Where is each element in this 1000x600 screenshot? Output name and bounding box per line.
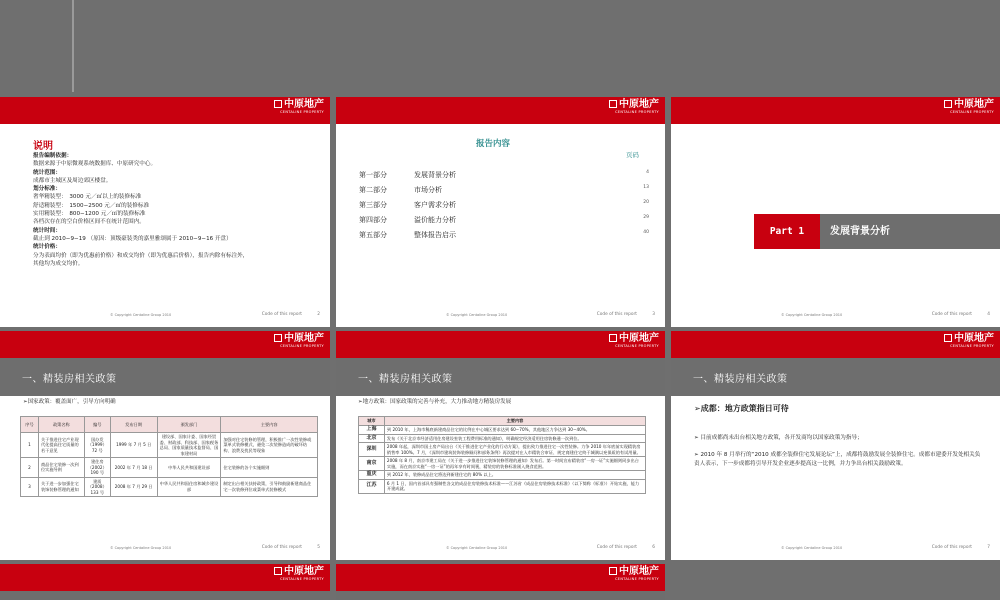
explain-line: 舒适精装型： 1500−2500 元／㎡的装修标准: [33, 202, 150, 209]
policy-table: [20, 416, 318, 497]
table-cell: 2008 年 8 月，南京市建工局在《关于进一步推进住宅装饰装修管理的通知》发布后。第一时间宣布精装房“一房一证”实施细则同步出台实施，而在南京实施“一房一证”的再年享有时间裹，精装房的装修标准刚入烧食范围。: [384, 457, 645, 471]
explain-line: 统计时间：: [33, 227, 61, 234]
chengdu-paragraph: ➢ 目前成都尚未出台相关地方政策，各开发商均以国家政策为指导；: [694, 435, 863, 441]
toc-name: 市场分析: [414, 186, 442, 194]
explain-line: 实用精装型： 800−1200 元／㎡的装修标准: [33, 211, 146, 218]
table-cell: 发布《关于北京市经济适用住房建设室装工程费用标准的通知》，明确规定经济适用住房装修通一次到位。: [384, 434, 645, 443]
footer-copyright: © Copyright Centaline Group 2010: [781, 546, 843, 550]
slide-subtitle: ➢地方政策：国家政策的完善与补充，大力推动地方精装房发展: [358, 399, 512, 405]
footer-code: Code of this report: [596, 312, 637, 317]
logo-square-icon: [609, 100, 617, 108]
explain-line: 统计范围：: [33, 169, 61, 176]
page-number: 4: [987, 312, 990, 317]
chengdu-paragraph: ➢ 2010 年 8 月举行的“2010 成都全装修住宅发展论坛”上，成都将鼓励发展全装修住宅。成都市建委开发处相关负责人表示，下一步成都将引导开发企业逐步提高这一比例，并力争出台相关鼓励政策。: [694, 452, 981, 467]
chengdu-body: [694, 434, 984, 477]
toc-item[interactable]: [359, 215, 649, 230]
table-cell: 建住房（2002）190 号: [84, 458, 110, 478]
table-cell: 国办发（1999）72 号: [84, 433, 110, 458]
table-cell: 深圳: [359, 443, 385, 457]
toc-page: 40: [643, 230, 649, 235]
table-cell: 2008 年 7 月 29 日: [110, 477, 157, 497]
table-header-cell: 发布日期: [110, 417, 157, 433]
table-cell: 2: [21, 458, 39, 478]
table-cell: 上海: [359, 426, 385, 435]
explain-line: 各档次存在的空白价格区间不在统计范围内。: [33, 219, 145, 226]
slide-header: [336, 564, 665, 591]
explain-line: 截止到 2010−9−19 （原因：顶级豪装类的嘉里雅颂属于 2010−9−16 开盘）: [33, 235, 232, 242]
company-logo: 中原地产 CENTALINE PROPERTY: [274, 334, 324, 349]
company-logo: 中原地产 CENTALINE PROPERTY: [609, 567, 659, 582]
explain-line: 数据来源于中原微观系统数据库、中原研究中心。: [33, 161, 157, 168]
table-row: [359, 457, 646, 471]
explain-title: 说明: [33, 141, 53, 152]
table-cell: 北京: [359, 434, 385, 443]
toc-name: 客户需求分析: [414, 201, 456, 209]
toc-title: 报告内容: [476, 139, 511, 149]
table-cell: 加强对住宅装修的管理，积极推广一次性装修或菜单式装修模式，避免二次装修造成的破坏结构、浪费及扰民等现象: [221, 433, 318, 458]
toc-page: 13: [643, 185, 649, 190]
footer-code: Code of this report: [596, 545, 637, 550]
section-band: 一、精装房相关政策: [336, 358, 665, 396]
page-number: 7: [987, 545, 990, 550]
table-header-cell: 序号: [21, 417, 39, 433]
toc-name: 整体报告启示: [414, 231, 456, 239]
explain-line: 统计价格：: [33, 244, 61, 251]
slide-subtitle: ➢国家政策：覆盖面广，引导方向明确: [23, 399, 116, 405]
company-logo: 中原地产 CENTALINE PROPERTY: [274, 567, 324, 582]
partial-slide-bottom-2: [336, 564, 665, 600]
footer-copyright: © Copyright Centaline Group 2010: [446, 546, 508, 550]
policy-table: [358, 416, 646, 494]
toc-item[interactable]: [359, 185, 649, 200]
table-header-row: [21, 417, 318, 433]
slide-policy-national[interactable]: [0, 331, 330, 560]
toc-item[interactable]: [359, 170, 649, 185]
slide-toc[interactable]: [336, 97, 665, 327]
chengdu-heading: ➢成都：地方政策指日可待: [694, 404, 789, 413]
toc-list: [359, 170, 649, 245]
slide-policy-chengdu[interactable]: [671, 331, 1000, 560]
explain-line: 奢华精装型： 3000 元／㎡以上的装修标准: [33, 194, 142, 201]
table-cell: 1: [21, 433, 39, 458]
table-cell: 2002 年 7 月 18 日: [110, 458, 157, 478]
table-header-cell: 颁发部门: [157, 417, 221, 433]
part-banner: [754, 214, 1000, 249]
footer-copyright: © Copyright Centaline Group 2010: [110, 313, 172, 317]
table-cell: 南京: [359, 457, 385, 471]
slide-header: [0, 564, 330, 591]
explain-line: 其他均为成交均价。: [33, 260, 84, 267]
table-cell: 1999 年 7 月 5 日: [110, 433, 157, 458]
part-title: 发展背景分析: [830, 226, 890, 237]
company-logo: 中原地产 CENTALINE PROPERTY: [609, 100, 659, 115]
table-cell: 住宅装修的各个实施细则: [221, 458, 318, 478]
company-logo: 中原地产 CENTALINE PROPERTY: [609, 334, 659, 349]
table-header-cell: 城市: [359, 417, 385, 426]
footer-code: Code of this report: [261, 545, 302, 550]
table-row: [359, 443, 646, 457]
toc-page-label: 页码: [626, 151, 639, 159]
part-number-box: Part 1: [754, 214, 820, 249]
explain-line: 划分标准：: [33, 186, 61, 193]
toc-item[interactable]: [359, 230, 649, 245]
page-number: 5: [317, 545, 320, 550]
toc-item[interactable]: [359, 200, 649, 215]
table-cell: 3: [21, 477, 39, 497]
toc-name: 溢价能力分析: [414, 216, 456, 224]
page-number: 3: [652, 312, 655, 317]
footer-copyright: © Copyright Centaline Group 2010: [110, 546, 172, 550]
table-cell: 中华人民共和国建设部: [157, 458, 221, 478]
logo-square-icon: [274, 334, 282, 342]
company-logo: 中原地产 CENTALINE PROPERTY: [944, 334, 994, 349]
explain-line: 报告编制依据：: [33, 153, 73, 159]
table-header-cell: 主要内容: [221, 417, 318, 433]
slide-policy-local[interactable]: [336, 331, 665, 560]
table-row: [359, 479, 646, 493]
table-cell: 关于进一步加强住宅装饰装修管理的通知: [38, 477, 84, 497]
section-band: 一、精装房相关政策: [0, 358, 330, 396]
toc-part: 第四部分: [359, 216, 387, 224]
table-cell: 关于推进住宅产业现代化提高住宅质量的若干意见: [38, 433, 84, 458]
logo-square-icon: [274, 567, 282, 575]
toc-page: 29: [643, 215, 649, 220]
table-cell: 建质（2008）133 号: [84, 477, 110, 497]
slide-divider: [72, 0, 74, 92]
explain-body: [33, 152, 318, 268]
toc-name: 发展背景分析: [414, 171, 456, 179]
section-band: 一、精装房相关政策: [671, 358, 1000, 396]
explain-line: 成都市主城区及周边郊区楼盘。: [33, 177, 112, 184]
table-row: [359, 426, 646, 435]
slide-header: [0, 97, 330, 124]
table-cell: 到 2012 年，装修成品住宅将达到新建住宅的 80% 以上。: [384, 471, 645, 480]
toc-page: 4: [646, 170, 649, 175]
toc-part: 第一部分: [359, 171, 387, 179]
toc-page: 20: [643, 200, 649, 205]
slide-part1[interactable]: [671, 97, 1000, 327]
footer-code: Code of this report: [931, 545, 972, 550]
partial-slide-bottom-1: [0, 564, 330, 600]
footer-copyright: © Copyright Centaline Group 2010: [446, 313, 508, 317]
table-header-cell: 主要内容: [384, 417, 645, 426]
logo-square-icon: [609, 334, 617, 342]
table-cell: 6 月 1 日，国内首部具有强制性各文的成品住房装修技术标准——江苏省《成品住房装修技术标准》（以下简称《标准》）开始实施，能力开建成就。: [384, 479, 645, 493]
logo-square-icon: [274, 100, 282, 108]
table-row: [359, 434, 646, 443]
table-header-cell: 编号: [84, 417, 110, 433]
company-logo: 中原地产 CENTALINE PROPERTY: [274, 100, 324, 115]
table-cell: 重庆: [359, 471, 385, 480]
table-cell: 中华人民共和国住房和城乡建设部: [157, 477, 221, 497]
slide-header: [671, 97, 1000, 124]
table-cell: 商品住宅装修一次到位实施导则: [38, 458, 84, 478]
toc-part: 第五部分: [359, 231, 387, 239]
slide-header: [0, 331, 330, 358]
slide-explanation[interactable]: [0, 97, 330, 327]
table-cell: 制定出台相关扶持政策，引导和鼓励新建商品住宅一次装修到位或菜单式装修模式: [221, 477, 318, 497]
table-cell: 到 2010 年，上海市稀底新建商品住宅的比例在中心城区要求达到 60−70%，其他地区力争达到 30−40%。: [384, 426, 645, 435]
page-number: 6: [652, 545, 655, 550]
table-cell: 2008 年起，深圳市国土房产局出台《关于推进住宅产业化的行动方案》，提出致力推进住宅一次性装修。力争 2010 年年底前实现精装房销售率 100%。7 月，《深圳市建筑装饰装修顾问和部务条例》再次提对在入市精装合审证、规定商建住宅终于城满以充保质的有试用量。: [384, 443, 645, 457]
company-logo: 中原地产 CENTALINE PROPERTY: [944, 100, 994, 115]
partial-slide-top-left: [0, 0, 72, 92]
table-header-cell: 政策名称: [38, 417, 84, 433]
table-row: [21, 458, 318, 478]
logo-square-icon: [944, 100, 952, 108]
logo-square-icon: [609, 567, 617, 575]
table-row: [359, 471, 646, 480]
table-row: [21, 477, 318, 497]
table-row: [21, 433, 318, 458]
table-header-row: [359, 417, 646, 426]
logo-square-icon: [944, 334, 952, 342]
toc-part: 第二部分: [359, 186, 387, 194]
toc-part: 第三部分: [359, 201, 387, 209]
table-cell: 建设部、国家计委、国家经贸委、财政部、科技部、国家税务总局、国家质量技术监督局、国家建材局: [157, 433, 221, 458]
footer-copyright: © Copyright Centaline Group 2010: [781, 313, 843, 317]
slide-header: [336, 97, 665, 124]
footer-code: Code of this report: [931, 312, 972, 317]
slide-header: [336, 331, 665, 358]
slide-header: [671, 331, 1000, 358]
footer-code: Code of this report: [261, 312, 302, 317]
explain-line: 分为表面均价（即为优惠前价格）和成交均价（即为优惠后价格），报告内除有标注外，: [33, 252, 249, 259]
table-cell: 江苏: [359, 479, 385, 493]
page-number: 2: [317, 312, 320, 317]
